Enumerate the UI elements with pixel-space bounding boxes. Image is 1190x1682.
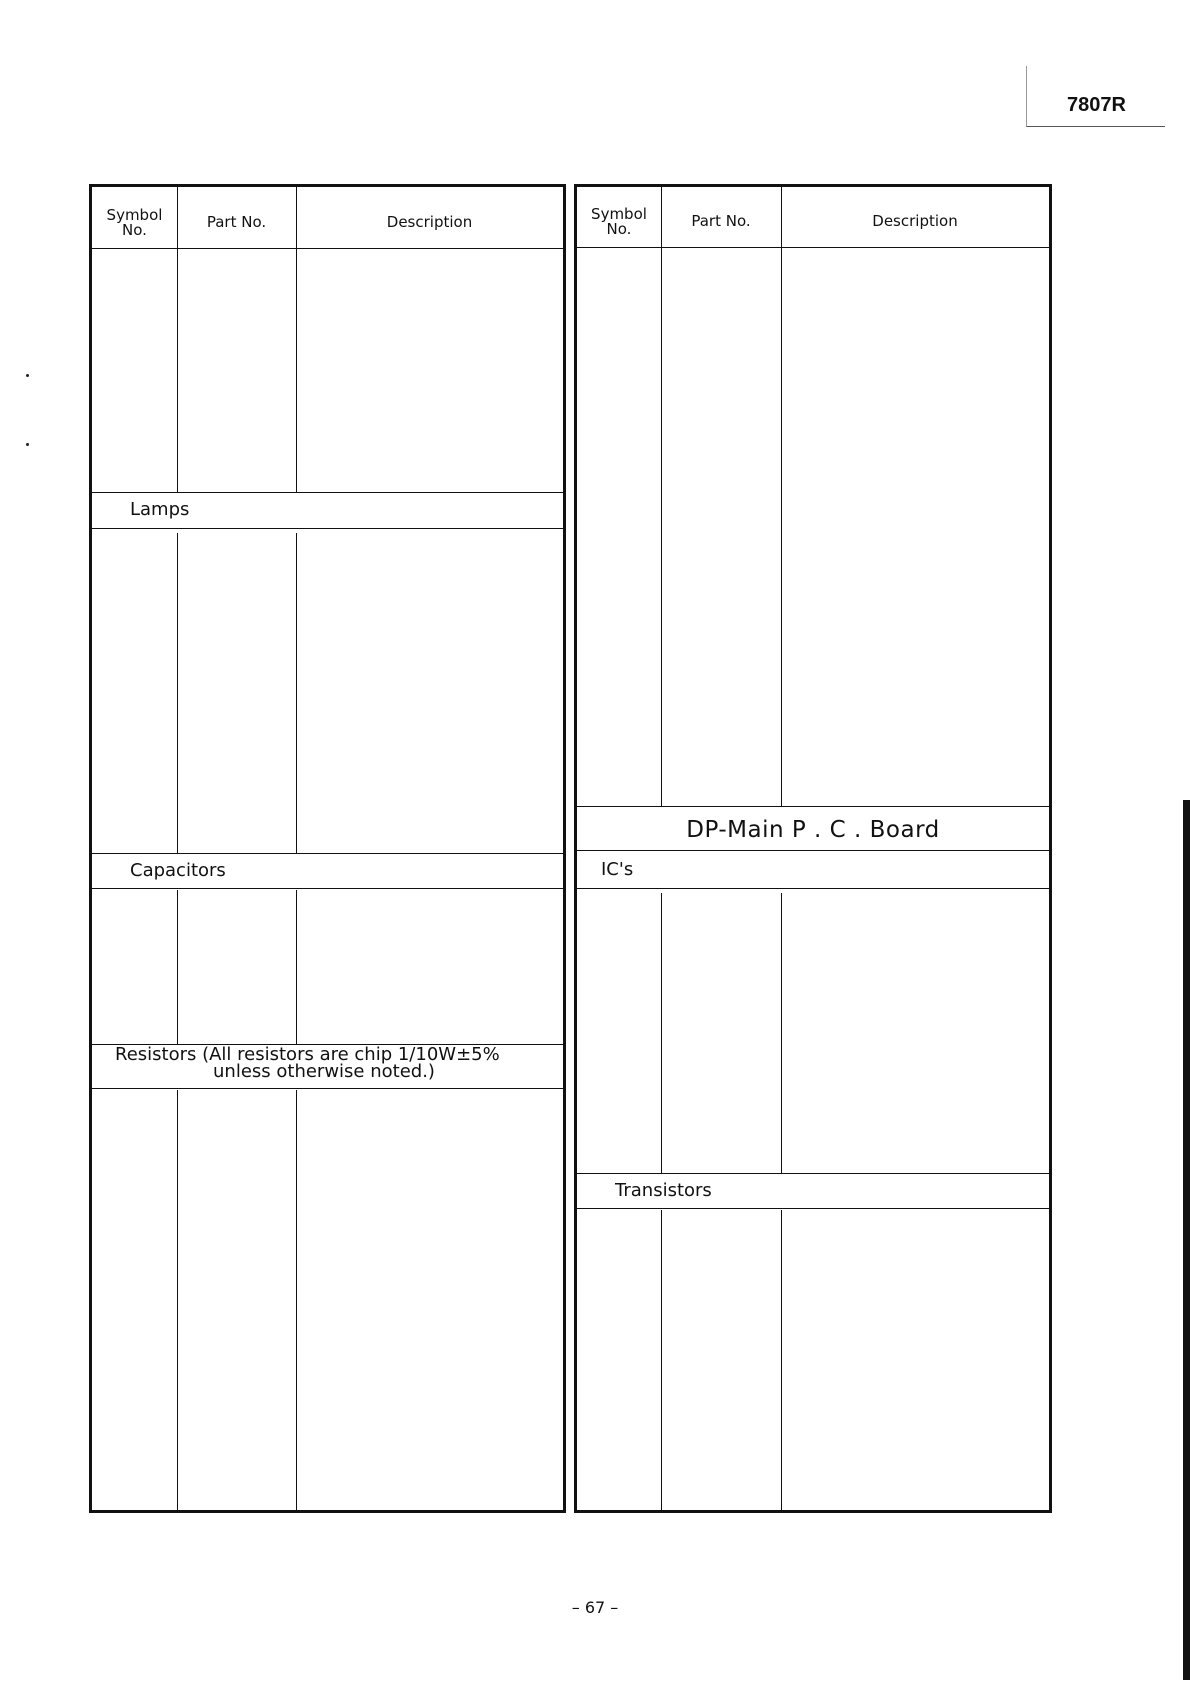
table-row <box>577 1211 1049 1231</box>
table-row <box>577 629 1049 649</box>
table-row <box>577 890 1049 910</box>
table-row <box>577 289 1049 309</box>
table-row <box>92 1090 563 1110</box>
table-row <box>92 1150 563 1170</box>
table-row <box>92 1210 563 1230</box>
table-row <box>577 389 1049 409</box>
header-description: Description <box>872 212 958 230</box>
scan-speck <box>26 374 29 377</box>
model-number: 7807R <box>1067 94 1126 116</box>
table-row <box>92 1110 563 1130</box>
table-row <box>92 351 563 371</box>
header-part-no: Part No. <box>206 213 267 231</box>
table-row <box>92 552 563 572</box>
table-row <box>577 1070 1049 1090</box>
lamps-title: Lamps <box>130 499 190 520</box>
table-row <box>577 1351 1049 1371</box>
capacitors-title: Capacitors <box>130 860 226 881</box>
ics-title: IC's <box>601 859 634 880</box>
table-row <box>577 609 1049 629</box>
table-row <box>577 1451 1049 1471</box>
resistors-title: Resistors (All resistors are chip 1/10W±5% unless otherwise noted.) <box>115 1044 500 1082</box>
transistors-title: Transistors <box>615 1180 712 1201</box>
table-row <box>92 1450 563 1470</box>
table-row <box>577 1331 1049 1351</box>
table-row <box>92 1130 563 1150</box>
table-row <box>577 970 1049 990</box>
table-row <box>92 391 563 411</box>
scan-speck <box>26 443 29 446</box>
table-row <box>92 1350 563 1370</box>
header-symbol: Symbol No. <box>106 206 163 239</box>
table-row <box>577 309 1049 329</box>
table-row <box>92 612 563 632</box>
board-title: DP-Main P . C . Board <box>686 817 940 843</box>
table-row <box>92 592 563 612</box>
table-row <box>577 1231 1049 1251</box>
table-row <box>92 252 563 272</box>
table-row <box>577 910 1049 930</box>
table-row <box>577 369 1049 389</box>
table-row <box>92 312 563 332</box>
table-row <box>92 712 563 732</box>
table-row <box>577 1471 1049 1491</box>
table-row <box>92 411 563 431</box>
table-row <box>92 930 563 950</box>
table-row <box>92 332 563 352</box>
left-parts-table <box>89 184 566 1513</box>
table-row <box>92 910 563 930</box>
table-row <box>577 1411 1049 1431</box>
table-row <box>577 449 1049 469</box>
table-row <box>92 692 563 712</box>
table-row <box>577 1010 1049 1030</box>
header-part-no: Part No. <box>691 212 751 230</box>
table-row <box>577 930 1049 950</box>
table-row <box>92 732 563 752</box>
table-row <box>577 1030 1049 1050</box>
table-row <box>577 1291 1049 1311</box>
table-row <box>92 1250 563 1270</box>
table-row <box>92 1470 563 1490</box>
table-row <box>92 1170 563 1190</box>
table-row <box>577 1050 1049 1070</box>
table-row <box>577 950 1049 970</box>
table-row <box>577 1251 1049 1271</box>
table-row <box>577 1391 1049 1411</box>
table-row <box>92 1410 563 1430</box>
right-parts-table <box>574 184 1052 1513</box>
table-row <box>92 572 563 592</box>
table-row <box>577 489 1049 509</box>
table-row <box>92 672 563 692</box>
page-number: – 67 – <box>571 1598 619 1617</box>
table-row <box>577 569 1049 589</box>
table-row <box>92 532 563 552</box>
table-row <box>92 272 563 292</box>
table-row <box>92 292 563 312</box>
table-row <box>577 269 1049 289</box>
table-row <box>92 1370 563 1390</box>
header-description: Description <box>386 213 473 231</box>
table-row <box>92 1330 563 1350</box>
table-row <box>577 1371 1049 1391</box>
page-edge-bar <box>1183 800 1190 1680</box>
table-row <box>577 509 1049 529</box>
table-row <box>92 1270 563 1290</box>
table-row <box>92 1390 563 1410</box>
header-symbol: Symbol No. <box>591 205 647 238</box>
table-row <box>92 1230 563 1250</box>
table-row <box>577 649 1049 669</box>
table-row <box>577 549 1049 569</box>
table-row <box>92 652 563 672</box>
table-row <box>577 529 1049 549</box>
table-row <box>577 429 1049 449</box>
table-row <box>577 1271 1049 1291</box>
table-row <box>577 249 1049 269</box>
table-row <box>92 1290 563 1310</box>
table-row <box>92 890 563 910</box>
table-row <box>577 329 1049 349</box>
table-row <box>577 409 1049 429</box>
